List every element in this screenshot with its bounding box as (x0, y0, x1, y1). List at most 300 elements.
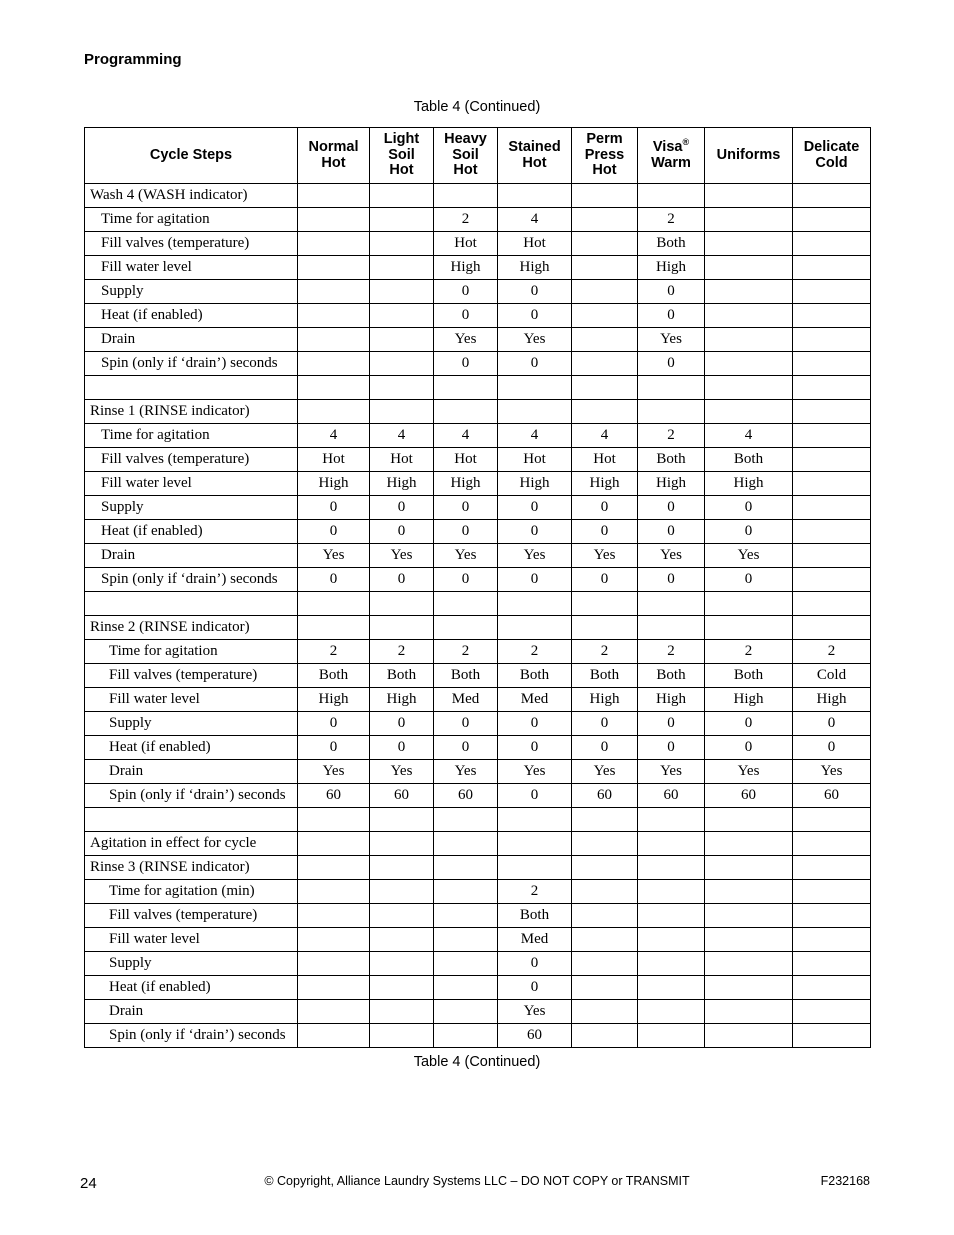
table-cell (793, 616, 871, 640)
table-row (85, 712, 871, 736)
table-cell: Both (572, 664, 638, 688)
table-cell (370, 616, 434, 640)
table-row (85, 928, 871, 952)
table-cell (498, 184, 572, 208)
table-cell: Cold (793, 664, 871, 688)
table-row (85, 304, 871, 328)
table-cell (793, 232, 871, 256)
table-cell: 0 (434, 304, 498, 328)
column-header (793, 128, 871, 184)
table-cell: 4 (370, 424, 434, 448)
table-caption-top: Table 4 (Continued) (413, 99, 541, 115)
table-cell: 0 (705, 736, 793, 760)
table-cell (793, 496, 871, 520)
row-label: Fill valves (temperature) (85, 448, 298, 472)
table-cell (638, 856, 705, 880)
table-cell (498, 832, 572, 856)
row-label: Supply (85, 712, 298, 736)
copyright-notice: © Copyright, Alliance Laundry Systems LLC – DO NOT COPY or TRANSMIT (264, 1174, 690, 1188)
table-cell: Hot (498, 448, 572, 472)
table-cell: 60 (572, 784, 638, 808)
table-row (85, 424, 871, 448)
table-cell (370, 1000, 434, 1024)
table-cell (638, 904, 705, 928)
table-cell (572, 208, 638, 232)
table-cell (434, 952, 498, 976)
table-row (85, 688, 871, 712)
table-cell (793, 400, 871, 424)
row-label: Time for agitation (85, 640, 298, 664)
table-cell: 0 (434, 568, 498, 592)
table-cell: 0 (298, 568, 370, 592)
table-cell (498, 856, 572, 880)
table-cell (705, 280, 793, 304)
table-cell: 0 (434, 496, 498, 520)
table-cell (793, 184, 871, 208)
table-cell: 4 (498, 208, 572, 232)
table-cell (298, 1024, 370, 1048)
table-cell (793, 472, 871, 496)
table-cell (705, 352, 793, 376)
column-header (85, 128, 298, 184)
table-cell (638, 1024, 705, 1048)
table-cell (370, 184, 434, 208)
table-cell: 0 (638, 568, 705, 592)
table-cell (793, 952, 871, 976)
column-header-visa-label2: Warm (651, 154, 691, 171)
table-cell (638, 928, 705, 952)
row-label (85, 808, 298, 832)
registered-mark: ® (682, 137, 690, 148)
table-cell: 0 (498, 784, 572, 808)
table-cell (705, 256, 793, 280)
table-row (85, 1000, 871, 1024)
table-cell: 0 (434, 352, 498, 376)
row-label: Drain (85, 544, 298, 568)
table-cell (638, 808, 705, 832)
table-cell (705, 304, 793, 328)
section-title: Programming (84, 51, 182, 68)
table-cell (793, 592, 871, 616)
table-row (85, 616, 871, 640)
table-cell: 0 (705, 712, 793, 736)
row-label: Heat (if enabled) (85, 520, 298, 544)
column-header-line: Delicate (803, 139, 860, 155)
table-cell (572, 304, 638, 328)
table-row (85, 400, 871, 424)
table-cell: 2 (298, 640, 370, 664)
table-cell (572, 880, 638, 904)
table-cell (298, 328, 370, 352)
column-header-visa (638, 128, 705, 184)
table-cell: 2 (705, 640, 793, 664)
table-row (85, 520, 871, 544)
column-header (370, 128, 434, 184)
column-header-line: Light (383, 131, 420, 148)
table-cell: 0 (793, 712, 871, 736)
table-cell (638, 592, 705, 616)
table-cell: Hot (370, 448, 434, 472)
table-row (85, 832, 871, 856)
table-cell (370, 856, 434, 880)
table-cell (793, 832, 871, 856)
table-cell: 0 (370, 568, 434, 592)
table-cell: 0 (370, 520, 434, 544)
table-row (85, 448, 871, 472)
table-cell: 2 (498, 640, 572, 664)
table-cell (434, 1024, 498, 1048)
table-row (85, 736, 871, 760)
table-cell: 0 (638, 352, 705, 376)
table-cell (370, 832, 434, 856)
table-cell (705, 880, 793, 904)
table-cell: Hot (298, 448, 370, 472)
table-cell: High (572, 688, 638, 712)
table-cell: Both (638, 448, 705, 472)
table-cell (370, 976, 434, 1000)
table-row (85, 544, 871, 568)
table-cell: Yes (498, 544, 572, 568)
row-label: Heat (if enabled) (85, 736, 298, 760)
row-label: Spin (only if ‘drain’) seconds (85, 1024, 298, 1048)
table-row (85, 568, 871, 592)
table-cell: 0 (298, 520, 370, 544)
table-row (85, 352, 871, 376)
table-cell (370, 808, 434, 832)
row-label: Drain (85, 328, 298, 352)
table-cell: 0 (498, 736, 572, 760)
column-header-line: Soil (452, 146, 479, 163)
column-header-line: Hot (522, 154, 547, 171)
table-cell (705, 208, 793, 232)
table-cell: Yes (434, 760, 498, 784)
table-cell (370, 592, 434, 616)
table-cell (705, 616, 793, 640)
table-cell (638, 976, 705, 1000)
table-cell: 0 (498, 280, 572, 304)
table-cell (572, 856, 638, 880)
table-cell: Both (370, 664, 434, 688)
table-cell: 0 (498, 496, 572, 520)
table-cell: 0 (370, 736, 434, 760)
table-row (85, 952, 871, 976)
table-cell (705, 328, 793, 352)
table-cell (572, 1024, 638, 1048)
table-cell (705, 832, 793, 856)
page-number: 24 (80, 1175, 97, 1192)
table-cell: 4 (705, 424, 793, 448)
table-cell (370, 304, 434, 328)
table-cell: High (705, 472, 793, 496)
table-cell: 0 (638, 280, 705, 304)
table-cell (434, 856, 498, 880)
table-cell: 2 (434, 208, 498, 232)
table-cell: High (298, 688, 370, 712)
table-cell (434, 904, 498, 928)
table-cell: Med (434, 688, 498, 712)
column-header-line: Hot (453, 162, 478, 179)
table-cell: Yes (498, 328, 572, 352)
table-cell (298, 808, 370, 832)
table-cell: Both (638, 664, 705, 688)
table-cell (572, 352, 638, 376)
table-cell: Yes (638, 760, 705, 784)
table-cell (793, 424, 871, 448)
table-cell: 0 (498, 520, 572, 544)
table-cell (298, 256, 370, 280)
table-cell (705, 856, 793, 880)
table-cell (793, 544, 871, 568)
table-cell: 0 (572, 568, 638, 592)
row-label: Rinse 2 (RINSE indicator) (85, 616, 298, 640)
table-row (85, 880, 871, 904)
table-cell: Hot (572, 448, 638, 472)
table-cell: Hot (434, 448, 498, 472)
table-cell (572, 832, 638, 856)
table-cell: Yes (434, 544, 498, 568)
table-cell (572, 232, 638, 256)
table-cell (298, 856, 370, 880)
table-cell (705, 232, 793, 256)
table-cell: 0 (298, 496, 370, 520)
table-cell: 0 (298, 736, 370, 760)
row-label: Rinse 3 (RINSE indicator) (85, 856, 298, 880)
column-header-line: Hot (389, 162, 414, 179)
table-cell: Yes (793, 760, 871, 784)
table-cell (298, 208, 370, 232)
table-cell (434, 880, 498, 904)
table-cell: Yes (705, 544, 793, 568)
table-cell: Med (498, 928, 572, 952)
row-label: Heat (if enabled) (85, 304, 298, 328)
table-cell: High (705, 688, 793, 712)
table-cell: Both (298, 664, 370, 688)
row-label: Fill valves (temperature) (85, 904, 298, 928)
table-cell (572, 928, 638, 952)
row-label: Fill water level (85, 928, 298, 952)
table-cell: 0 (638, 736, 705, 760)
table-row (85, 232, 871, 256)
row-label (85, 592, 298, 616)
table-cell: 0 (572, 520, 638, 544)
table-cell (298, 880, 370, 904)
table-cell (705, 376, 793, 400)
table-cell (370, 256, 434, 280)
row-label: Spin (only if ‘drain’) seconds (85, 784, 298, 808)
table-cell: 2 (434, 640, 498, 664)
table-cell: 0 (298, 712, 370, 736)
table-cell (572, 1000, 638, 1024)
table-cell (370, 928, 434, 952)
table-cell (572, 592, 638, 616)
column-header-line: Press (584, 146, 625, 163)
table-cell: 0 (638, 712, 705, 736)
table-cell (370, 280, 434, 304)
table-cell: Both (434, 664, 498, 688)
table-cell (370, 400, 434, 424)
table-cell: 60 (370, 784, 434, 808)
table-cell: 0 (498, 304, 572, 328)
table-cell (298, 928, 370, 952)
table-cell: High (370, 688, 434, 712)
table-row (85, 472, 871, 496)
table-cell: Yes (434, 328, 498, 352)
table-cell: 2 (498, 880, 572, 904)
table-cell (298, 832, 370, 856)
table-cell: 0 (370, 496, 434, 520)
table-cell (638, 880, 705, 904)
row-label (85, 376, 298, 400)
table-cell (793, 1000, 871, 1024)
table-cell (498, 400, 572, 424)
table-cell (705, 1000, 793, 1024)
table-cell (705, 592, 793, 616)
row-label: Spin (only if ‘drain’) seconds (85, 352, 298, 376)
table-cell (793, 928, 871, 952)
table-cell (298, 976, 370, 1000)
row-label: Spin (only if ‘drain’) seconds (85, 568, 298, 592)
table-row (85, 256, 871, 280)
row-label: Time for agitation (85, 208, 298, 232)
table-row (85, 376, 871, 400)
table-cell (434, 400, 498, 424)
table-cell: High (298, 472, 370, 496)
table-row (85, 808, 871, 832)
table-cell: High (370, 472, 434, 496)
table-cell (370, 376, 434, 400)
table-cell: 0 (638, 304, 705, 328)
table-row (85, 664, 871, 688)
table-cell (705, 904, 793, 928)
table-cell (298, 904, 370, 928)
table-cell (638, 376, 705, 400)
row-label: Agitation in effect for cycle (85, 832, 298, 856)
table-cell: 0 (370, 712, 434, 736)
row-label: Fill water level (85, 256, 298, 280)
table-cell: 0 (434, 736, 498, 760)
table-cell (705, 952, 793, 976)
table-cell: 60 (498, 1024, 572, 1048)
table-cell: High (793, 688, 871, 712)
table-cell: Yes (298, 544, 370, 568)
table-row (85, 208, 871, 232)
table-cell: Both (705, 448, 793, 472)
table-row (85, 592, 871, 616)
table-cell: 60 (434, 784, 498, 808)
table-cell (498, 808, 572, 832)
table-cell: High (572, 472, 638, 496)
column-header-line: Hot (321, 154, 346, 171)
table-cell: 2 (638, 208, 705, 232)
table-cell (572, 808, 638, 832)
table-cell: Both (498, 904, 572, 928)
column-header-line: Normal (308, 139, 359, 155)
table-cell (298, 592, 370, 616)
table-cell: 4 (498, 424, 572, 448)
table-cell: 0 (498, 976, 572, 1000)
table-cell (370, 904, 434, 928)
table-cell: 0 (572, 496, 638, 520)
column-header-line: Cold (815, 154, 848, 171)
column-header (298, 128, 370, 184)
table-cell (434, 1000, 498, 1024)
table-cell (298, 376, 370, 400)
table-row (85, 784, 871, 808)
row-label: Supply (85, 280, 298, 304)
table-cell: Both (638, 232, 705, 256)
table-cell (793, 376, 871, 400)
table-cell (705, 928, 793, 952)
row-label: Drain (85, 1000, 298, 1024)
row-label: Supply (85, 496, 298, 520)
table-cell (793, 880, 871, 904)
row-label: Time for agitation (85, 424, 298, 448)
table-cell (498, 376, 572, 400)
column-header (498, 128, 572, 184)
table-cell (572, 616, 638, 640)
table-cell: 60 (705, 784, 793, 808)
table-cell (298, 232, 370, 256)
table-cell: 0 (434, 280, 498, 304)
table-cell (370, 880, 434, 904)
table-cell (705, 976, 793, 1000)
table-cell: 2 (638, 424, 705, 448)
table-cell: 0 (498, 712, 572, 736)
table-cell: 0 (498, 568, 572, 592)
table-cell (572, 952, 638, 976)
column-header-line: Hot (592, 162, 617, 179)
table-cell: 4 (572, 424, 638, 448)
table-cell (638, 1000, 705, 1024)
table-cell (793, 352, 871, 376)
table-cell (370, 328, 434, 352)
table-cell: 0 (498, 952, 572, 976)
table-cell: Both (498, 664, 572, 688)
table-cell (298, 304, 370, 328)
table-row (85, 328, 871, 352)
row-label: Fill water level (85, 472, 298, 496)
table-cell: 0 (638, 520, 705, 544)
table-cell (793, 208, 871, 232)
table-cell: 4 (434, 424, 498, 448)
table-cell (572, 280, 638, 304)
table-cell (298, 352, 370, 376)
table-cell: 60 (638, 784, 705, 808)
table-row (85, 904, 871, 928)
table-cell (370, 352, 434, 376)
table-cell: 0 (638, 496, 705, 520)
table-cell: Yes (498, 760, 572, 784)
table-cell: 0 (705, 520, 793, 544)
table-row (85, 976, 871, 1000)
column-header-line: Uniforms (716, 146, 781, 163)
row-label: Rinse 1 (RINSE indicator) (85, 400, 298, 424)
table-cell (572, 904, 638, 928)
table-cell: 0 (793, 736, 871, 760)
table-cell (370, 208, 434, 232)
table-cell (638, 184, 705, 208)
table-cell (793, 520, 871, 544)
row-label: Fill water level (85, 688, 298, 712)
table-cell: Yes (498, 1000, 572, 1024)
table-cell: Yes (370, 760, 434, 784)
table-cell: 0 (705, 496, 793, 520)
table-cell (370, 232, 434, 256)
table-cell (434, 376, 498, 400)
table-cell (705, 184, 793, 208)
column-header (434, 128, 498, 184)
row-label: Drain (85, 760, 298, 784)
